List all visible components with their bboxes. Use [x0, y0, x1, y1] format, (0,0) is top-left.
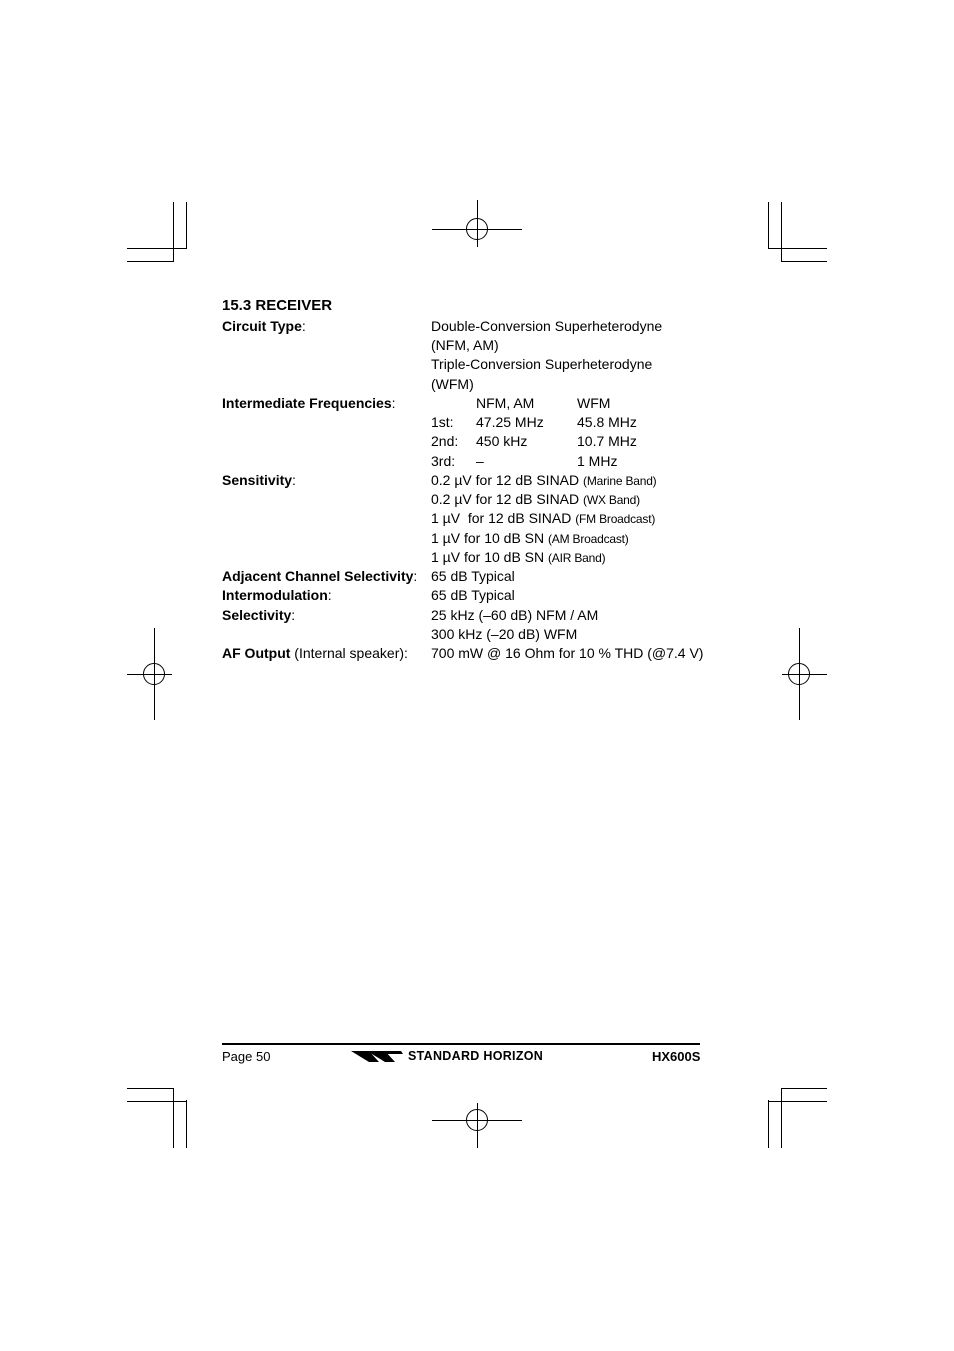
circuit-type-line-2: (NFM, AM): [431, 337, 499, 353]
sensitivity-line: 0.2 µV for 12 dB SINAD (WX Band): [431, 491, 640, 507]
sensitivity-line: 0.2 µV for 12 dB SINAD (Marine Band): [431, 472, 657, 488]
adjacent-value: 65 dB Typical: [431, 568, 515, 584]
if-nfm-value: 47.25 MHz: [476, 414, 544, 430]
if-stage: 1st:: [431, 414, 454, 430]
if-nfm-value: –: [476, 453, 484, 469]
footer-rule: [222, 1043, 700, 1045]
sensitivity-line: 1 µV for 12 dB SINAD (FM Broadcast): [431, 510, 656, 526]
if-stage: 2nd:: [431, 433, 459, 449]
if-nfm-value: 450 kHz: [476, 433, 528, 449]
selectivity-line-1: 25 kHz (–60 dB) NFM / AM: [431, 607, 599, 623]
circuit-type-line-3: Triple-Conversion Superheterodyne: [431, 356, 653, 372]
sensitivity-label: Sensitivity:: [222, 472, 296, 488]
af-output-value: 700 mW @ 16 Ohm for 10 % THD (@7.4 V): [431, 645, 704, 661]
section-heading: 15.3 RECEIVER: [222, 297, 333, 314]
sensitivity-line: 1 µV for 10 dB SN (AM Broadcast): [431, 530, 629, 546]
selectivity-line-2: 300 kHz (–20 dB) WFM: [431, 626, 578, 642]
brand-emblem-icon: [351, 1048, 405, 1065]
if-wfm-value: 1 MHz: [577, 453, 618, 469]
circuit-type-line-1: Double-Conversion Superheterodyne: [431, 318, 663, 334]
if-header-nfm: NFM, AM: [476, 395, 535, 411]
intermod-label: Intermodulation:: [222, 587, 332, 603]
af-output-label: AF Output (Internal speaker):: [222, 645, 408, 661]
intermod-value: 65 dB Typical: [431, 587, 515, 603]
selectivity-label: Selectivity:: [222, 607, 296, 623]
circuit-type-line-4: (WFM): [431, 376, 474, 392]
if-wfm-value: 45.8 MHz: [577, 414, 637, 430]
if-wfm-value: 10.7 MHz: [577, 433, 637, 449]
circuit-type-label: Circuit Type:: [222, 318, 306, 334]
if-stage: 3rd:: [431, 453, 456, 469]
page-number: Page 50: [222, 1049, 271, 1064]
if-header-wfm: WFM: [577, 395, 611, 411]
if-label: Intermediate Frequencies:: [222, 395, 396, 411]
brand-name: STANDARD HORIZON: [408, 1049, 544, 1063]
adjacent-label: Adjacent Channel Selectivity:: [222, 568, 418, 584]
model-number: HX600S: [652, 1049, 701, 1064]
sensitivity-line: 1 µV for 10 dB SN (AIR Band): [431, 549, 606, 565]
